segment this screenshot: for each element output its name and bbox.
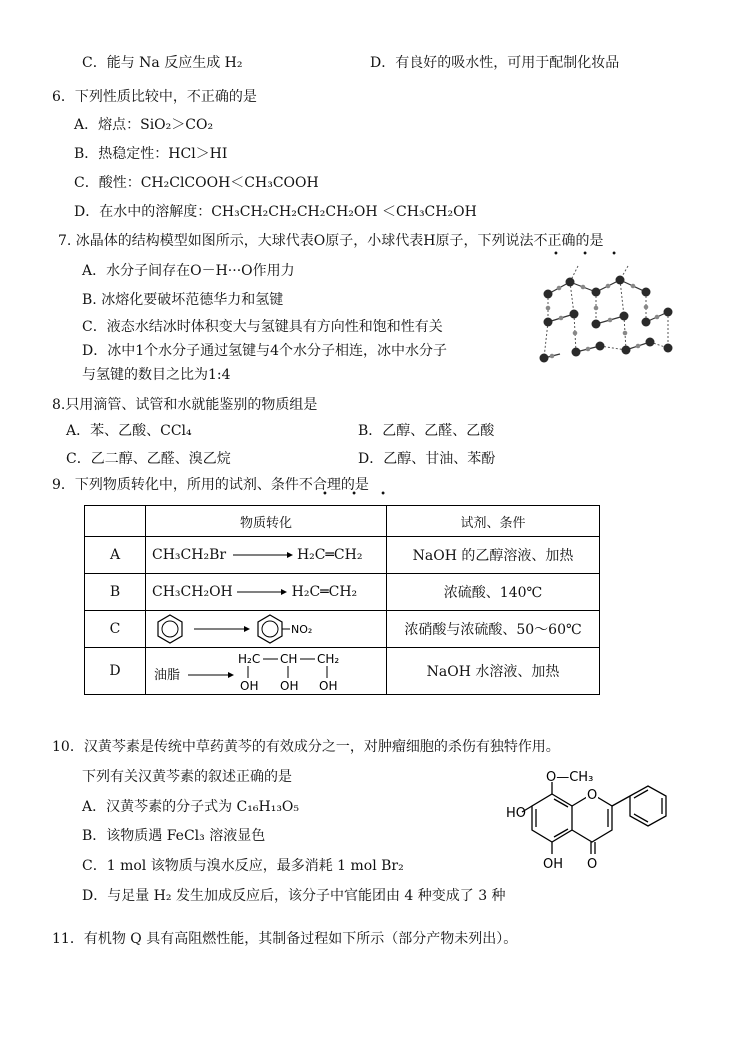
hydroxyl-left: HO (506, 806, 527, 821)
q10-option-a: A．汉黄芩素的分子式为 C₁₆H₁₃O₅ (82, 799, 300, 815)
table-row (85, 537, 600, 574)
q10-stem-line2: 下列有关汉黄芩素的叙述正确的是 (82, 769, 292, 785)
arrow-right-icon (228, 672, 234, 678)
row-label: C (85, 611, 146, 648)
q6-stem: 6．下列性质比较中，不正确的是 (52, 89, 257, 105)
q10-option-d: D．与足量 H₂ 发生加成反应后，该分子中官能团由 4 种变成了 3 种 (82, 888, 506, 904)
q10-option-c: C．1 mol 该物质与溴水反应，最多消耗 1 mol Br₂ (82, 858, 404, 874)
q10-stem-line1: 10．汉黄芩素是传统中草药黄芩的有效成分之一，对肿瘤细胞的杀伤有独特作用。 (52, 739, 560, 755)
carbon-1: H₂C (238, 652, 261, 666)
q7-option-b: B. 冰熔化要破坏范德华力和氢键 (82, 292, 284, 308)
q6-option-a: A．熔点：SiO₂＞CO₂ (74, 117, 214, 133)
row-label: B (85, 574, 146, 611)
q8-option-b: B．乙醇、乙醛、乙酸 (358, 423, 495, 439)
table-row (85, 648, 600, 695)
q7-emphasis-dots: • • • (553, 249, 628, 260)
q5-option-d: D．有良好的吸水性，可用于配制化妆品 (370, 55, 620, 71)
product: H₂C═CH₂ (291, 584, 358, 600)
arrow-right-icon (237, 587, 287, 597)
q9-stem: 9．下列物质转化中，所用的试剂、条件不合理的是 (52, 477, 369, 493)
q5-option-c: C．能与 Na 反应生成 H₂ (82, 55, 243, 71)
transformation-cell (146, 611, 387, 648)
ring-oxygen: O (587, 788, 598, 803)
product: H₂C═CH₂ (296, 547, 363, 563)
q8-stem: 8.只用滴管、试管和水就能鉴别的物质组是 (52, 397, 318, 413)
q6-option-d: D．在水中的溶解度：CH₃CH₂CH₂CH₂CH₂OH ＜CH₃CH₂OH (74, 204, 477, 220)
condition-cell: NaOH 水溶液、加热 (387, 648, 600, 695)
hydroxyl-bottom: OH (543, 857, 564, 872)
q8-option-a: A．苯、乙酸、CCl₄ (66, 423, 192, 439)
header-cell-blank (85, 506, 146, 537)
table-header-row (85, 506, 600, 537)
q7-stem: 7. 冰晶体的结构模型如图所示，大球代表O原子，小球代表H原子，下列说法不正确的是 (58, 233, 604, 249)
hydroxyl-1: OH (240, 679, 259, 693)
hydroxyl-2: OH (280, 679, 299, 693)
transformation-cell (146, 537, 387, 574)
q7-option-d-line1: D．冰中1个水分子通过氢键与4个水分子相连，冰中水分子 (82, 343, 448, 359)
glycerol-scheme (152, 649, 366, 693)
wogonin-structure-figure (506, 770, 696, 880)
q7-option-d-line2: 与氢键的数目之比为1:4 (82, 367, 231, 383)
row-label: A (85, 537, 146, 574)
table-row (85, 574, 600, 611)
carbonyl-oxygen: O (587, 857, 598, 872)
hydroxyl-3: OH (319, 679, 338, 693)
condition-cell: 浓硫酸、140℃ (387, 574, 600, 611)
q6-option-b: B．热稳定性：HCl＞HI (74, 146, 228, 162)
q8-option-c: C．乙二醇、乙醛、溴乙烷 (66, 451, 231, 467)
q7-option-c: C．液态水结冰时体积变大与氢键具有方向性和饱和性有关 (82, 319, 443, 335)
arrow-right-icon (231, 550, 293, 560)
q10-option-b: B．该物质遇 FeCl₃ 溶液显色 (82, 828, 266, 844)
carbon-2: CH (280, 652, 298, 666)
nitration-scheme (152, 612, 362, 646)
transformation-cell (146, 574, 387, 611)
reactant: CH₃CH₂Br (152, 547, 227, 563)
q9-emphasis-dots: • • • (322, 489, 397, 500)
q8-option-d: D．乙醇、甘油、苯酚 (358, 451, 496, 467)
header-cell-transformation: 物质转化 (146, 506, 387, 537)
transformation-cell (146, 648, 387, 695)
carbon-3: CH₂ (317, 652, 340, 666)
reactant: CH₃CH₂OH (152, 584, 233, 600)
q6-option-c: C．酸性：CH₂ClCOOH＜CH₃COOH (74, 175, 319, 191)
nitro-group-label: NO₂ (291, 623, 313, 636)
row-label: D (85, 648, 146, 695)
condition-cell: 浓硝酸与浓硫酸、50～60℃ (387, 611, 600, 648)
condition-cell: NaOH 的乙醇溶液、加热 (387, 537, 600, 574)
methoxy-group: O—CH₃ (546, 770, 594, 785)
reactant-fat: 油脂 (154, 668, 181, 683)
header-cell-conditions: 试剂、条件 (387, 506, 600, 537)
ice-crystal-model-figure (530, 262, 680, 374)
arrow-right-icon (244, 626, 250, 632)
q9-table (84, 505, 600, 695)
table-row (85, 611, 600, 648)
q7-option-a: A．水分子间存在O－H···O作用力 (82, 263, 295, 279)
q11-stem: 11．有机物 Q 具有高阻燃性能，其制备过程如下所示（部分产物未列出）。 (52, 931, 518, 947)
